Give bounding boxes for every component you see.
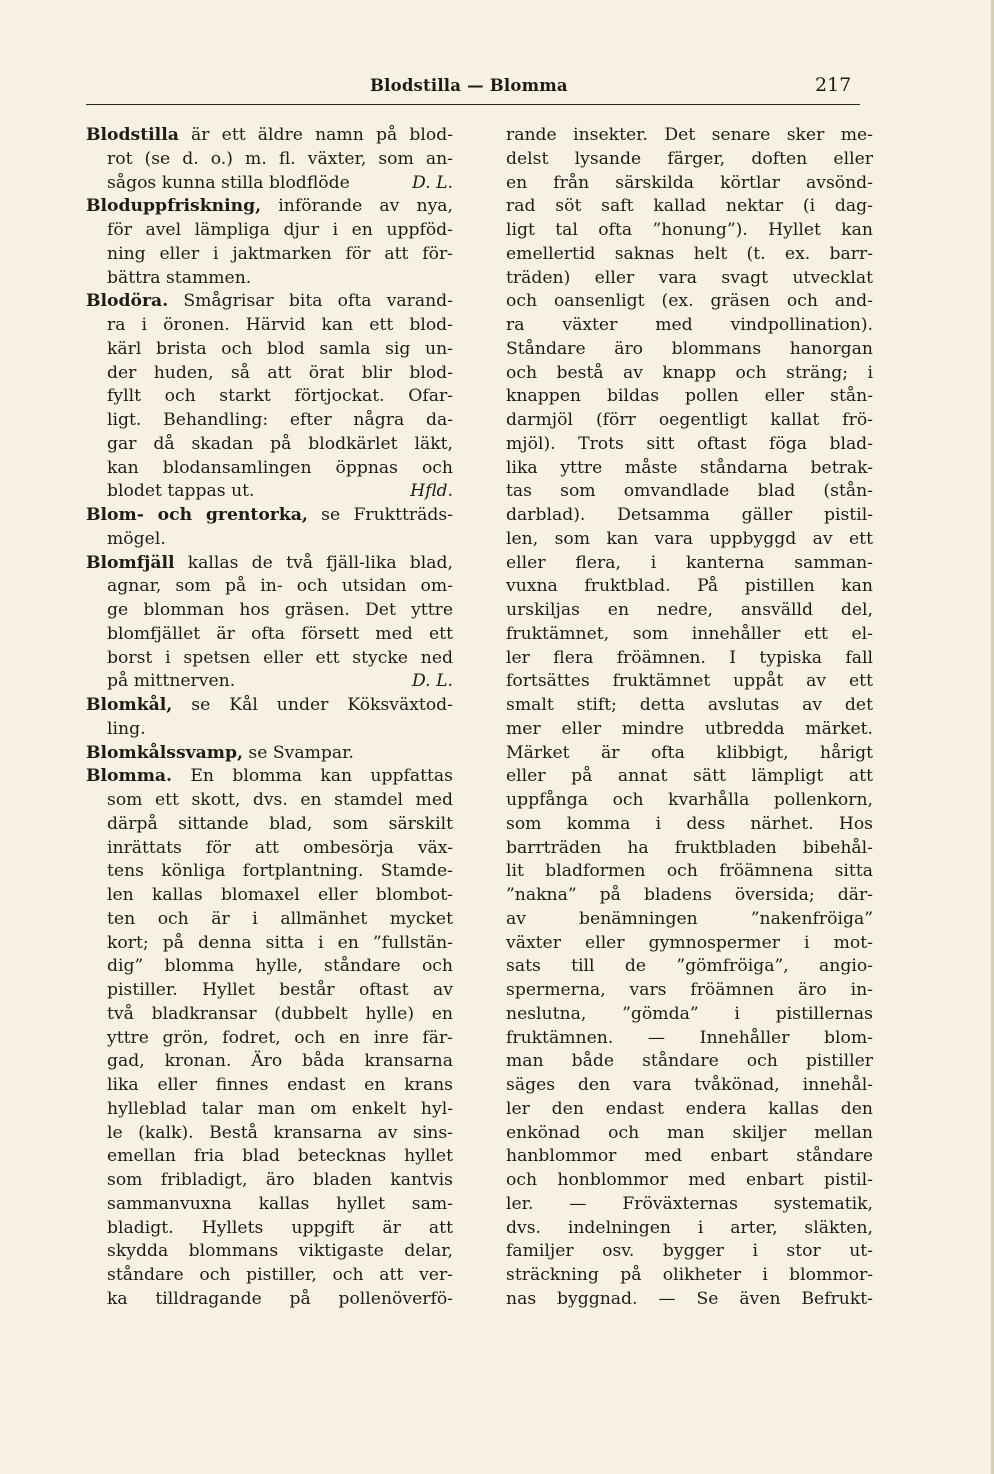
text-line bbox=[506, 1145, 873, 1169]
text-line bbox=[86, 314, 453, 338]
text-line bbox=[506, 1003, 873, 1027]
text-line bbox=[506, 148, 873, 172]
text-line bbox=[506, 1074, 873, 1098]
line-text: fruktämnen. — Innehåller blom- bbox=[506, 1027, 873, 1048]
line-text: ka tilldragande på pollenöverfö- bbox=[107, 1288, 453, 1309]
text-line bbox=[506, 789, 873, 813]
text-line bbox=[506, 765, 873, 789]
line-text: och oansenligt (ex. gräsen och and- bbox=[506, 291, 873, 312]
text-line bbox=[506, 1240, 873, 1264]
text-line bbox=[86, 504, 453, 528]
line-text: är ett äldre namn på blod- bbox=[178, 125, 453, 145]
text-line bbox=[506, 528, 873, 552]
line-text: ra växter med vindpollination). bbox=[506, 315, 873, 335]
entry-headword: Bloduppfriskning, bbox=[86, 196, 262, 217]
line-text: dvs. indelningen i arter, släkten, bbox=[506, 1217, 873, 1238]
line-text: darmjöl (förr oegentligt kallat frö- bbox=[506, 410, 873, 430]
text-line bbox=[506, 124, 873, 148]
line-text: tens könliga fortplantning. Stamde- bbox=[107, 861, 453, 882]
header-rule bbox=[86, 104, 860, 105]
text-line bbox=[86, 219, 453, 243]
line-text: införande av nya, bbox=[261, 196, 453, 217]
text-line bbox=[506, 694, 873, 718]
text-line bbox=[506, 670, 873, 694]
text-line bbox=[506, 504, 873, 528]
line-text: yttre grön, fodret, och en inre fär- bbox=[107, 1027, 453, 1048]
line-text: smalt stift; detta avslutas av det bbox=[506, 695, 873, 715]
line-text: man både ståndare och pistiller bbox=[506, 1051, 873, 1072]
text-line bbox=[506, 409, 873, 433]
text-line bbox=[506, 290, 873, 314]
text-line bbox=[506, 742, 873, 766]
line-text: len kallas blomaxel eller blombot- bbox=[107, 885, 453, 905]
line-text: ler flera fröämnen. I typiska fall bbox=[506, 647, 873, 668]
line-text: rande insekter. Det senare sker me- bbox=[506, 125, 873, 145]
text-line bbox=[86, 742, 453, 766]
line-text: blodet tappas ut. bbox=[107, 481, 255, 502]
entry-headword: Blodöra. bbox=[86, 291, 169, 312]
line-text: bladigt. Hyllets uppgift är att bbox=[107, 1217, 453, 1238]
line-text: Ståndare äro blommans hanorgan bbox=[506, 338, 873, 359]
left-column bbox=[86, 124, 453, 1312]
text-line bbox=[86, 243, 453, 267]
line-text: sats till de ”gömfröiga”, angio- bbox=[506, 956, 873, 977]
entry-headword: Blom- och grentorka, bbox=[86, 505, 308, 525]
line-text: fyllt och starkt förtjockat. Ofar- bbox=[107, 386, 453, 407]
text-line bbox=[506, 860, 873, 884]
line-text: nas byggnad. — Se även Befrukt- bbox=[506, 1288, 873, 1309]
text-line bbox=[86, 837, 453, 861]
line-text: mjöl). Trots sitt oftast föga blad- bbox=[506, 433, 873, 454]
text-line bbox=[86, 1217, 453, 1241]
text-line bbox=[86, 480, 453, 504]
text-line bbox=[506, 1027, 873, 1051]
line-text: fortsättes fruktämnet uppåt av ett bbox=[506, 671, 873, 692]
text-line bbox=[506, 1193, 873, 1217]
text-line bbox=[86, 932, 453, 956]
line-text: ge blomman hos gräsen. Det yttre bbox=[107, 600, 453, 620]
text-line bbox=[86, 813, 453, 837]
text-line bbox=[86, 195, 453, 219]
page-number: 217 bbox=[815, 74, 852, 96]
line-text: Märket är ofta klibbigt, hårigt bbox=[506, 742, 873, 763]
text-line bbox=[86, 1240, 453, 1264]
text-line bbox=[506, 195, 873, 219]
line-text: le (kalk). Bestå kransarna av sins- bbox=[107, 1122, 453, 1143]
text-line bbox=[506, 338, 873, 362]
text-line bbox=[86, 599, 453, 623]
text-line bbox=[506, 979, 873, 1003]
line-text: ra i öronen. Härvid kan ett blod- bbox=[107, 315, 453, 335]
line-text: och honblommor med enbart pistil- bbox=[506, 1170, 873, 1190]
line-text: växter eller gymnospermer i mot- bbox=[506, 932, 873, 953]
text-line bbox=[86, 1288, 453, 1312]
text-line bbox=[86, 148, 453, 172]
right-column bbox=[506, 124, 873, 1312]
text-line bbox=[86, 362, 453, 386]
line-text: vuxna fruktblad. På pistillen kan bbox=[506, 576, 873, 597]
line-text: lit bladformen och fröämnena sitta bbox=[506, 861, 873, 882]
line-text: rad söt saft kallad nektar (i dag- bbox=[506, 196, 873, 217]
line-text: kan blodansamlingen öppnas och bbox=[107, 457, 453, 478]
line-text: gar då skadan på blodkärlet läkt, bbox=[107, 433, 453, 454]
line-text: inrättats för att ombesörja väx- bbox=[107, 837, 453, 858]
line-text: blomfjället är ofta försett med ett bbox=[107, 623, 453, 644]
line-text: barrträden ha fruktbladen bibehål- bbox=[506, 837, 873, 858]
line-text: gad, kronan. Äro båda kransarna bbox=[107, 1051, 453, 1072]
text-line bbox=[506, 647, 873, 671]
text-line bbox=[506, 599, 873, 623]
text-line bbox=[86, 290, 453, 314]
text-line bbox=[86, 1122, 453, 1146]
text-line bbox=[86, 1098, 453, 1122]
text-line bbox=[506, 932, 873, 956]
line-text: ler den endast endera kallas den bbox=[506, 1098, 873, 1119]
entry-headword: Blomma. bbox=[86, 766, 173, 787]
text-line bbox=[506, 243, 873, 267]
line-text: eller på annat sätt lämpligt att bbox=[506, 766, 873, 787]
line-text: som ett skott, dvs. en stamdel med bbox=[107, 790, 453, 810]
line-text: säges den vara tvåkönad, innehål- bbox=[506, 1075, 873, 1095]
author-signature: D. L. bbox=[412, 172, 453, 193]
text-line bbox=[86, 575, 453, 599]
text-line bbox=[86, 1145, 453, 1169]
text-line bbox=[86, 860, 453, 884]
text-line bbox=[506, 623, 873, 647]
text-line bbox=[506, 908, 873, 932]
text-line bbox=[506, 314, 873, 338]
entry-headword: Blomkålssvamp, bbox=[86, 742, 243, 763]
text-line bbox=[86, 955, 453, 979]
line-text: urskiljas en nedre, ansvälld del, bbox=[506, 600, 873, 620]
line-text: spermerna, vars fröämnen äro in- bbox=[506, 980, 873, 1000]
text-line bbox=[86, 908, 453, 932]
text-line bbox=[506, 552, 873, 576]
text-line bbox=[506, 385, 873, 409]
line-text: kallas de två fjäll-lika blad, bbox=[174, 552, 453, 573]
text-line bbox=[506, 362, 873, 386]
line-text: fruktämnet, som innehåller ett el- bbox=[506, 623, 873, 644]
line-text: der huden, så att örat blir blod- bbox=[107, 362, 453, 383]
line-text: uppfånga och kvarhålla pollenkorn, bbox=[506, 790, 873, 810]
line-text: se Svampar. bbox=[242, 742, 354, 763]
line-text: hanblommor med enbart ståndare bbox=[506, 1146, 873, 1167]
text-line bbox=[86, 1193, 453, 1217]
text-line bbox=[506, 1217, 873, 1241]
line-text: neslutna, ”gömda” i pistillernas bbox=[506, 1003, 873, 1024]
line-text: familjer osv. bygger i stor ut- bbox=[506, 1241, 873, 1262]
text-line bbox=[506, 1098, 873, 1122]
text-line bbox=[86, 124, 453, 148]
text-line bbox=[86, 718, 453, 742]
text-line bbox=[86, 1003, 453, 1027]
text-line bbox=[86, 979, 453, 1003]
line-text: ling. bbox=[107, 718, 146, 739]
line-text: en från särskilda körtlar avsönd- bbox=[506, 172, 873, 193]
text-line bbox=[506, 813, 873, 837]
line-text: darblad). Detsamma gäller pistil- bbox=[506, 505, 873, 525]
text-line bbox=[506, 575, 873, 599]
text-line bbox=[86, 457, 453, 481]
text-line bbox=[506, 267, 873, 291]
line-text: lika eller finnes endast en krans bbox=[107, 1075, 453, 1095]
text-line bbox=[506, 1288, 873, 1312]
line-text: sträckning på olikheter i blommor- bbox=[506, 1265, 873, 1285]
line-text: för avel lämpliga djur i en uppföd- bbox=[107, 220, 453, 240]
line-text: Smågrisar bita ofta varand- bbox=[168, 291, 453, 312]
line-text: och bestå av knapp och sträng; i bbox=[506, 362, 873, 383]
line-text: som komma i dess närhet. Hos bbox=[506, 813, 873, 834]
text-line bbox=[86, 789, 453, 813]
text-line bbox=[506, 1050, 873, 1074]
text-line bbox=[86, 1050, 453, 1074]
line-text: emellan fria blad betecknas hyllet bbox=[107, 1146, 453, 1167]
text-line bbox=[506, 480, 873, 504]
line-text: delst lysande färger, doften eller bbox=[506, 148, 873, 169]
line-text: ståndare och pistiller, och att ver- bbox=[107, 1265, 453, 1285]
line-text: kort; på denna sitta i en ”fullstän- bbox=[107, 932, 453, 953]
line-text: ning eller i jaktmarken för att för- bbox=[107, 243, 453, 264]
text-line bbox=[506, 955, 873, 979]
line-text: dig” blomma hylle, ståndare och bbox=[107, 956, 453, 977]
text-line bbox=[86, 1027, 453, 1051]
line-text: därpå sittande blad, som särskilt bbox=[107, 813, 453, 834]
text-line bbox=[86, 1074, 453, 1098]
text-line bbox=[86, 1169, 453, 1193]
line-text: ler. — Fröväxternas systematik, bbox=[506, 1193, 873, 1214]
running-head bbox=[0, 72, 991, 100]
text-line bbox=[86, 172, 453, 196]
line-text: ligt tal ofta ”honung”). Hyllet kan bbox=[506, 220, 873, 240]
text-line bbox=[506, 884, 873, 908]
author-signature: D. L. bbox=[412, 671, 453, 692]
line-text: sammanvuxna kallas hyllet sam- bbox=[107, 1193, 453, 1214]
line-text: träden) eller vara svagt utvecklat bbox=[506, 267, 873, 288]
line-text: ”nakna” på bladens översida; där- bbox=[506, 885, 873, 905]
line-text: agnar, som på in- och utsidan om- bbox=[107, 576, 453, 597]
text-line bbox=[86, 647, 453, 671]
line-text: se Kål under Köksväxtod- bbox=[172, 695, 453, 715]
text-line bbox=[506, 1264, 873, 1288]
line-text: lika yttre måste ståndarna betrak- bbox=[506, 457, 873, 478]
line-text: len, som kan vara uppbyggd av ett bbox=[506, 528, 873, 549]
line-text: enkönad och man skiljer mellan bbox=[506, 1122, 873, 1143]
text-line bbox=[86, 694, 453, 718]
text-line bbox=[86, 267, 453, 291]
text-line bbox=[506, 837, 873, 861]
text-line bbox=[86, 433, 453, 457]
page-title: Blodstilla — Blomma bbox=[370, 76, 568, 95]
text-line bbox=[506, 172, 873, 196]
entry-headword: Blomkål, bbox=[86, 695, 173, 715]
line-text: En blomma kan uppfattas bbox=[172, 766, 453, 787]
text-line bbox=[506, 219, 873, 243]
line-text: tas som omvandlade blad (stån- bbox=[506, 481, 873, 502]
author-signature: Hfld. bbox=[410, 481, 453, 502]
line-text: borst i spetsen eller ett stycke ned bbox=[107, 647, 453, 668]
text-line bbox=[86, 623, 453, 647]
line-text: på mittnerven. bbox=[107, 671, 236, 692]
line-text: skydda blommans viktigaste delar, bbox=[107, 1241, 453, 1262]
text-line bbox=[86, 765, 453, 789]
line-text: ligt. Behandling: efter några da- bbox=[107, 410, 453, 430]
text-line bbox=[86, 552, 453, 576]
text-line bbox=[506, 1122, 873, 1146]
line-text: bättra stammen. bbox=[107, 267, 252, 288]
line-text: mögel. bbox=[107, 528, 166, 549]
line-text: se Fruktträds- bbox=[307, 505, 453, 525]
text-line bbox=[86, 409, 453, 433]
line-text: som fribladigt, äro bladen kantvis bbox=[107, 1170, 453, 1190]
line-text: pistiller. Hyllet består oftast av bbox=[107, 980, 453, 1000]
line-text: sågos kunna stilla blodflöde bbox=[107, 172, 350, 193]
line-text: kärl brista och blod samla sig un- bbox=[107, 338, 453, 359]
line-text: mer eller mindre utbredda märket. bbox=[506, 718, 873, 739]
line-text: eller flera, i kanterna samman- bbox=[506, 552, 873, 573]
text-line bbox=[86, 338, 453, 362]
text-line bbox=[86, 385, 453, 409]
text-line bbox=[86, 1264, 453, 1288]
line-text: ten och är i allmänhet mycket bbox=[107, 908, 453, 929]
line-text: knappen bildas pollen eller stån- bbox=[506, 386, 873, 407]
entry-headword: Blodstilla bbox=[86, 125, 179, 145]
text-line bbox=[86, 884, 453, 908]
text-line bbox=[86, 670, 453, 694]
text-line bbox=[506, 457, 873, 481]
text-line bbox=[506, 433, 873, 457]
text-line bbox=[506, 718, 873, 742]
text-line bbox=[506, 1169, 873, 1193]
text-line bbox=[86, 528, 453, 552]
line-text: hylleblad talar man om enkelt hyl- bbox=[107, 1098, 453, 1119]
entry-headword: Blomfjäll bbox=[86, 552, 175, 573]
line-text: av benämningen ”nakenfröiga” bbox=[506, 908, 873, 929]
line-text: emellertid saknas helt (t. ex. barr- bbox=[506, 243, 873, 264]
line-text: rot (se d. o.) m. fl. växter, som an- bbox=[107, 148, 453, 169]
line-text: två bladkransar (dubbelt hylle) en bbox=[107, 1003, 453, 1024]
